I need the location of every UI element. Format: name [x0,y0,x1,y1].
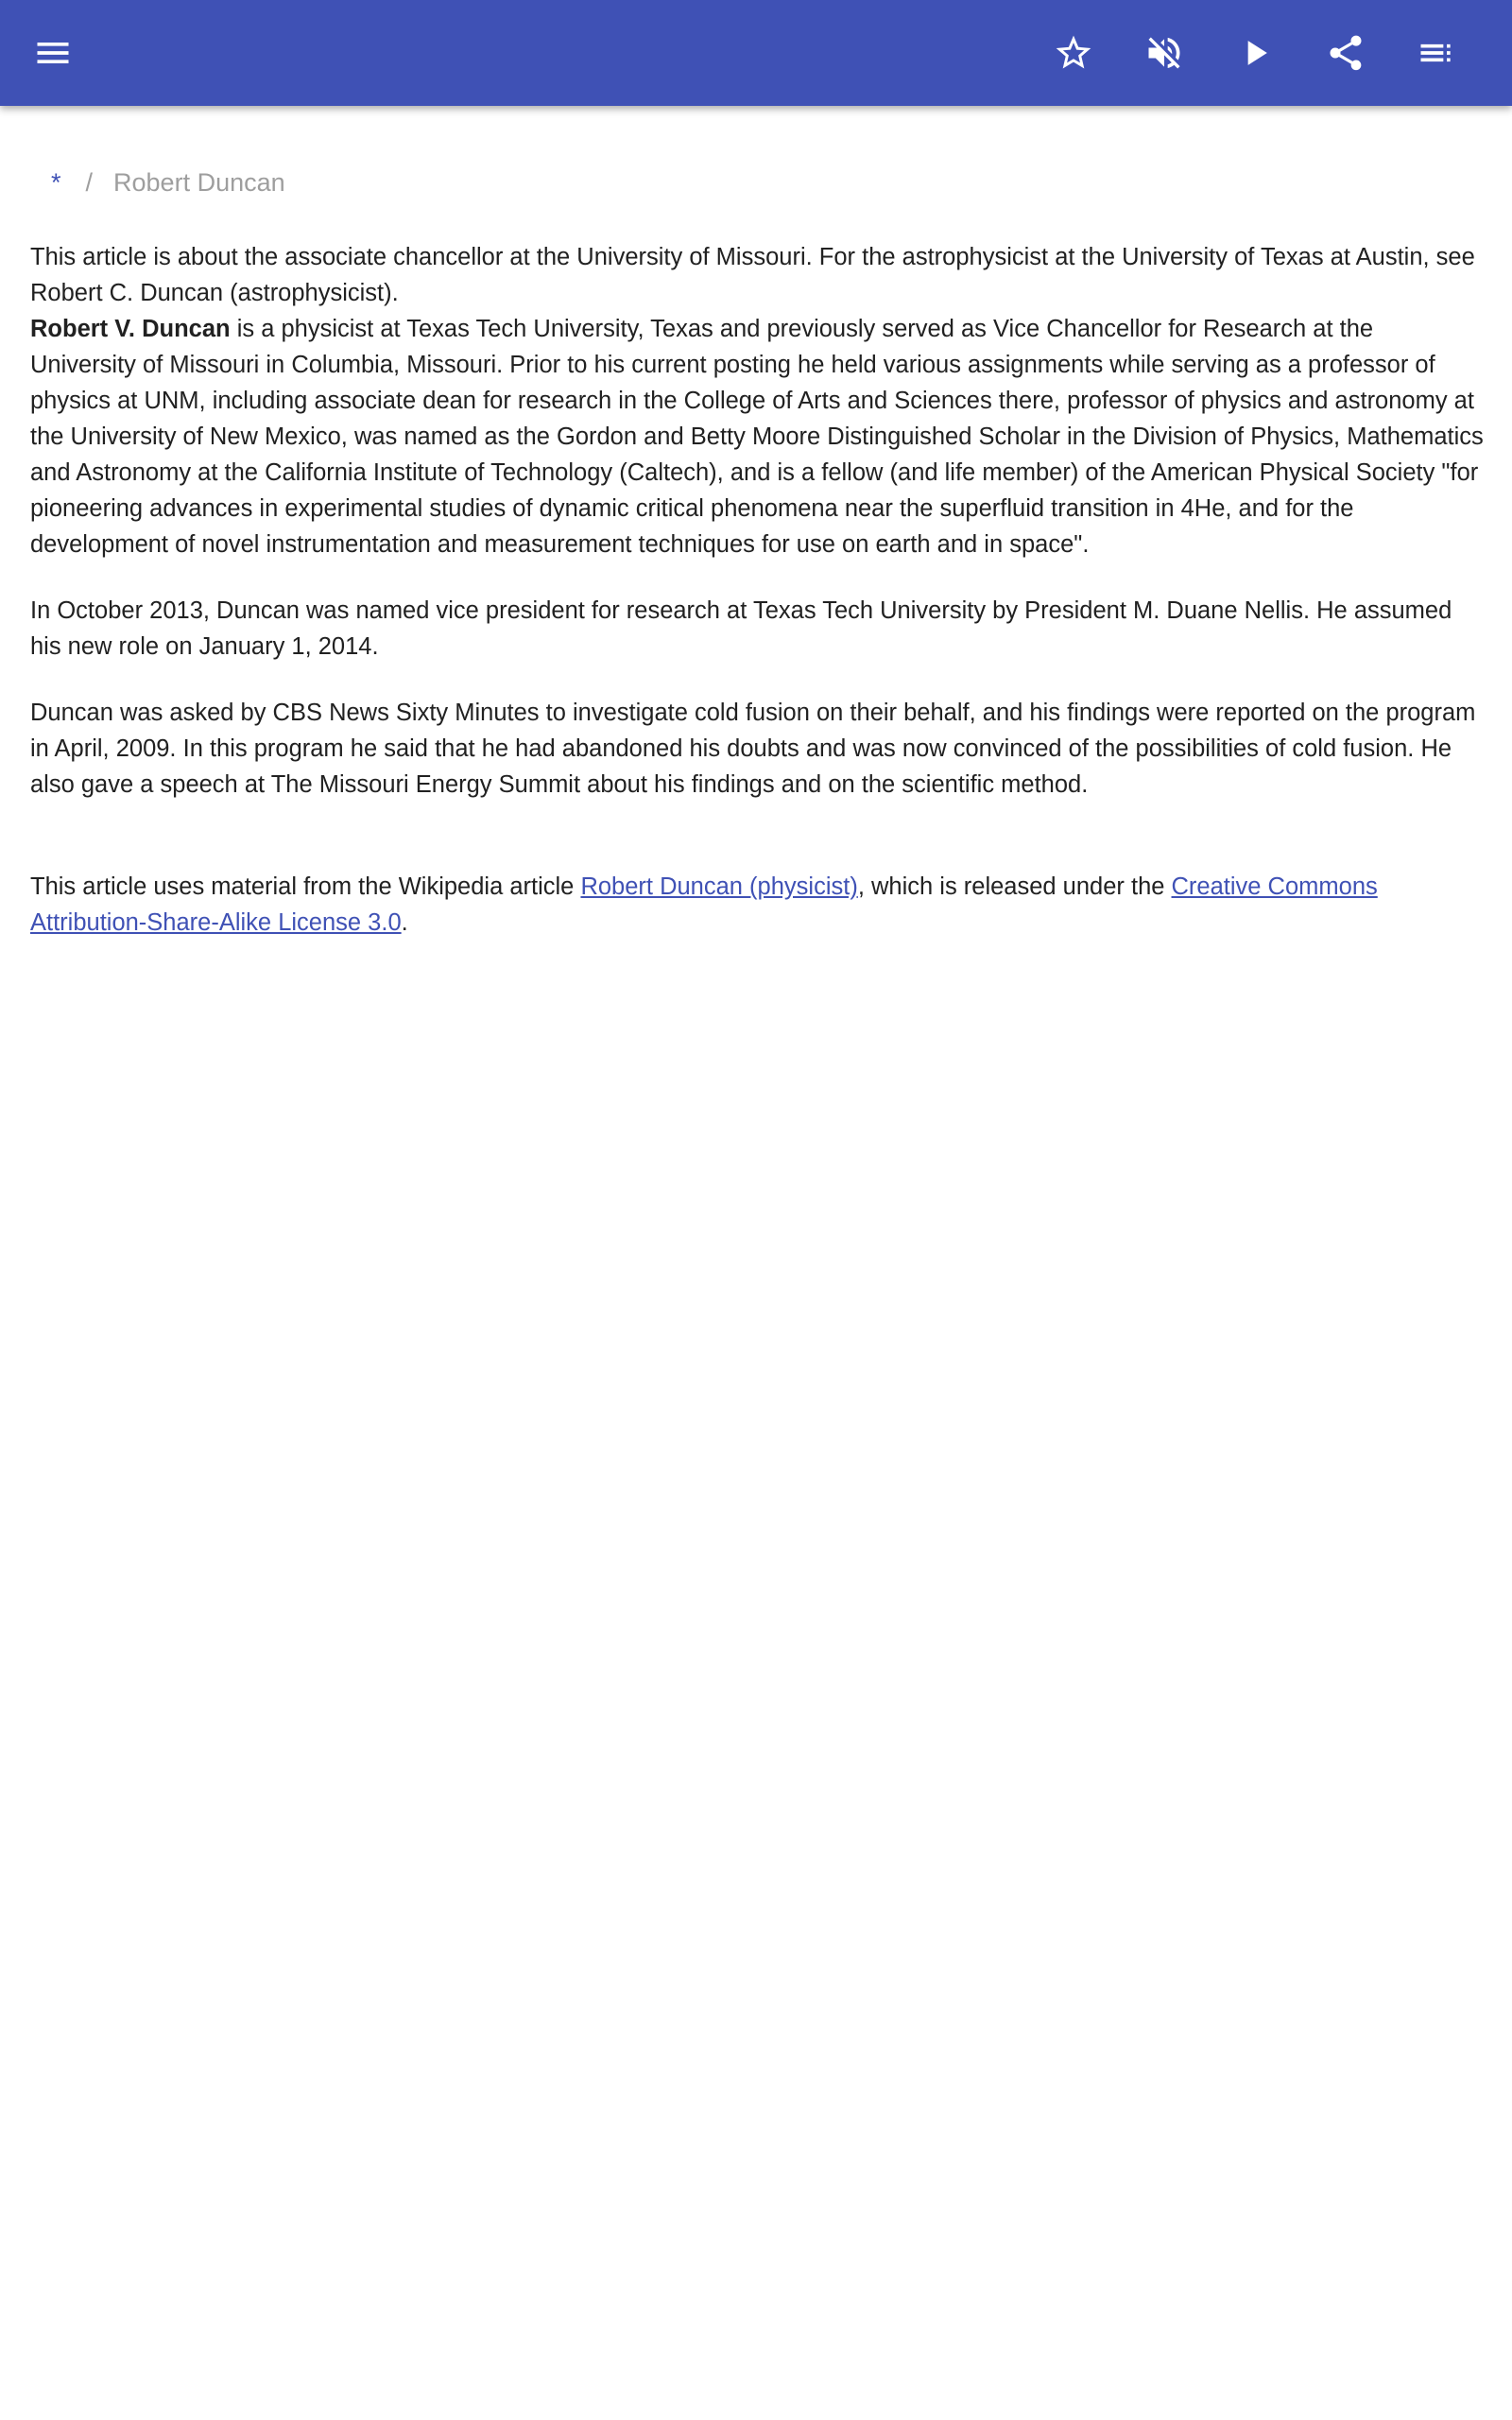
attribution-text: , which is released under the [857,873,1172,900]
hatnote: This article is about the associate chancellor at the University of Missouri. For the astrophysicist at the University of Texas at Austin, see Robert C. Duncan (astrophysicist). [30,244,1475,306]
lead-paragraph [30,311,1486,562]
menu-icon[interactable] [30,30,76,76]
share-icon[interactable] [1323,30,1368,76]
volume-off-icon[interactable] [1142,30,1187,76]
breadcrumb-home-link[interactable]: * [51,168,61,197]
playlist-icon[interactable] [1414,30,1459,76]
wikipedia-article-link[interactable]: Robert Duncan (physicist) [580,873,858,900]
play-icon[interactable] [1232,30,1278,76]
attribution-text: . [401,909,408,936]
article-content [30,239,1486,971]
app-bar [0,0,1512,106]
paragraph-2: In October 2013, Duncan was named vice president for research at Texas Tech University by President M. Duane Nellis. He assumed his new role on January 1, 2014. [30,597,1452,660]
paragraph-3: Duncan was asked by CBS News Sixty Minutes to investigate cold fusion on their behalf, and his findings were reported on the program in April, 2009. In this program he said that he had abandoned his doubts and was now convinced of the possibilities of cold fusion. He also gave a speech at The Missouri Energy Summit about his findings and on the scientific method. [30,700,1476,798]
breadcrumb [51,168,285,198]
attribution-text: This article uses material from the Wikipedia article [30,873,581,900]
license-link[interactable]: Creative Commons Attribution-Share-Alike License 3.0 [30,873,1378,936]
lead-text: is a physicist at Texas Tech University, Texas and previously served as Vice Chancellor for Research at the University of Missouri in Columbia, Missouri. Prior to his current posting he held various assignments while serving as a professor of physics at UNM, including associate dean for research in the College of Arts and Sciences there, professor of physics and astronomy at the University of New Mexico, was named as the Gordon and Betty Moore Distinguished Scholar in the Division of Physics, Mathematics and Astronomy at the California Institute of Technology (Caltech), and is a fellow (and life member) of the American Physical Society "for pioneering advances in experimental studies of dynamic critical phenomena near the superfluid transition in 4He, and for the development of novel instrumentation and measurement techniques for use on earth and in space". [30,316,1484,558]
star-icon[interactable] [1051,30,1096,76]
breadcrumb-separator: / [85,168,94,197]
subject-name: Robert V. Duncan [30,316,231,342]
breadcrumb-current: Robert Duncan [113,168,285,197]
attribution [30,869,1486,941]
